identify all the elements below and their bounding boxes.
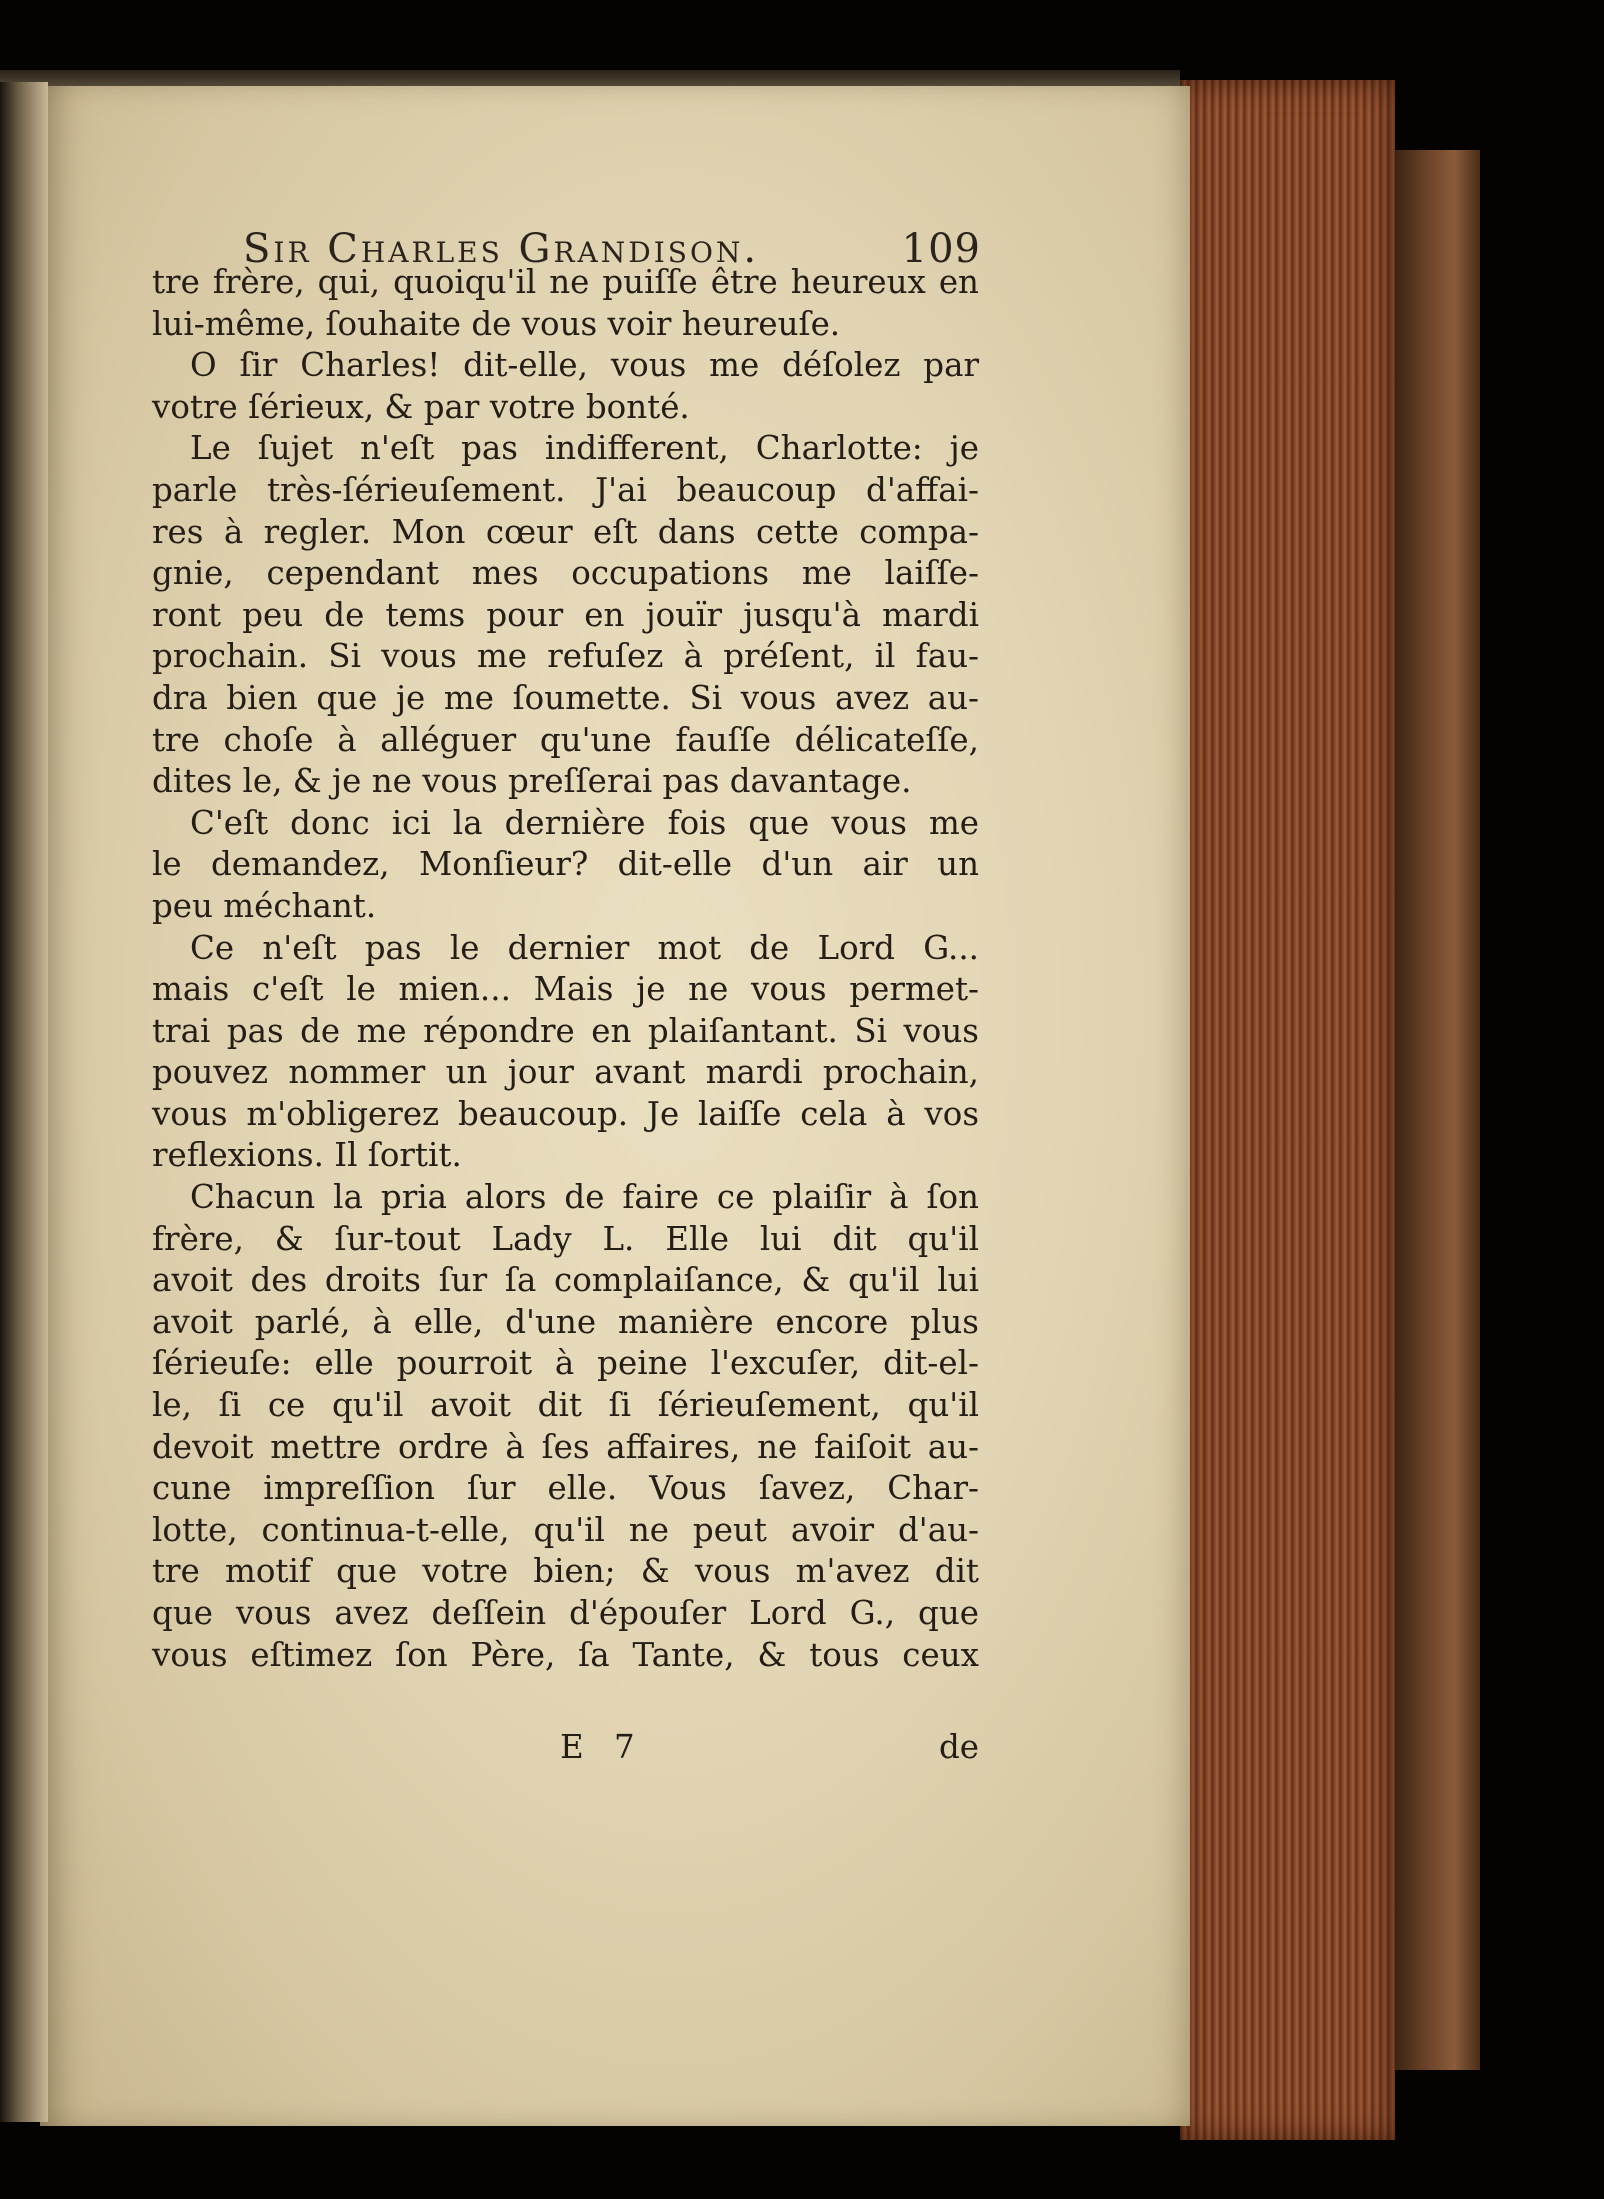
text-line: cune impreſſion ſur elle. Vous ſavez, Char- [152, 1469, 979, 1508]
text-line: ront peu de tems pour en jouïr jusqu'à mardi [152, 595, 979, 634]
text-line: Ce n'eſt pas le dernier mot de Lord G... [190, 928, 979, 967]
text-line: pouvez nommer un jour avant mardi prochain, [152, 1053, 979, 1092]
text-line: que vous avez deſſein d'épouſer Lord G., que [152, 1594, 979, 1632]
body-text [152, 262, 979, 1676]
text-line: le demandez, Monſieur? dit-elle d'un air un [152, 845, 979, 884]
page-footer [560, 1728, 979, 1766]
text-line: devoit mettre ordre à ſes affaires, ne faiſoit au- [152, 1427, 979, 1466]
text-line: reflexions. Il ſortit. [152, 1136, 462, 1175]
text-line: ſérieuſe: elle pourroit à peine l'excuſer, dit-el- [152, 1344, 979, 1383]
text-line: tre choſe à alléguer qu'une fauſſe délicateſſe, [152, 720, 979, 759]
signature-mark: E 7 [560, 1728, 645, 1766]
text-line: dites le, & je ne vous preſſerai pas davantage. [152, 762, 912, 801]
text-line: lui-même, ſouhaite de vous voir heureuſe. [152, 304, 841, 343]
text-line: res à regler. Mon cœur eſt dans cette compa- [152, 512, 979, 551]
text-line: Le ſujet n'eſt pas indifferent, Charlotte: je [190, 429, 979, 468]
text-line: tre motif que votre bien; & vous m'avez dit [152, 1552, 979, 1591]
text-line: votre ſérieux, & par votre bonté. [152, 387, 690, 426]
text-line: gnie, cependant mes occupations me laiſſe- [152, 554, 979, 593]
page-number: 109 [901, 226, 981, 272]
leather-cover [1395, 150, 1480, 2070]
running-head-title: Sir Charles Grandison. [243, 226, 760, 272]
text-line: le, ſi ce qu'il avoit dit ſi ſérieuſement, qu'il [152, 1386, 979, 1425]
text-line: tre frère, qui, quoiqu'il ne puiſſe être heureux en [152, 263, 979, 301]
text-line: peu méchant. [152, 886, 377, 925]
text-line: C'eſt donc ici la dernière fois que vous me [190, 803, 979, 842]
text-line: trai pas de me répondre en plaiſantant. Si vous [152, 1011, 979, 1050]
text-line: avoit parlé, à elle, d'une manière encore plus [152, 1302, 979, 1341]
text-line: mais c'eſt le mien... Mais je ne vous permet- [152, 970, 979, 1009]
page-block-edges [1180, 80, 1395, 2140]
text-line: prochain. Si vous me refuſez à préſent, il fau- [152, 637, 979, 676]
text-line: avoit des droits ſur ſa complaiſance, & qu'il lui [152, 1261, 979, 1300]
text-line: vous eſtimez ſon Père, ſa Tante, & tous ceux [152, 1635, 979, 1674]
left-gutter [0, 82, 48, 2122]
text-line: lotte, continua-t-elle, qu'il ne peut avoir d'au- [152, 1510, 979, 1549]
text-line: frère, & ſur-tout Lady L. Elle lui dit qu'il [152, 1219, 979, 1258]
text-line: parle très-ſérieuſement. J'ai beaucoup d'affai- [152, 470, 979, 509]
catchword: de [938, 1728, 979, 1766]
text-line: dra bien que je me ſoumette. Si vous avez au- [152, 678, 979, 717]
text-line: vous m'obligerez beaucoup. Je laiſſe cela à vos [152, 1094, 979, 1133]
text-line: Chacun la pria alors de faire ce plaiſir à ſon [190, 1178, 979, 1217]
text-line: O ſir Charles! dit-elle, vous me déſolez par [190, 346, 979, 385]
